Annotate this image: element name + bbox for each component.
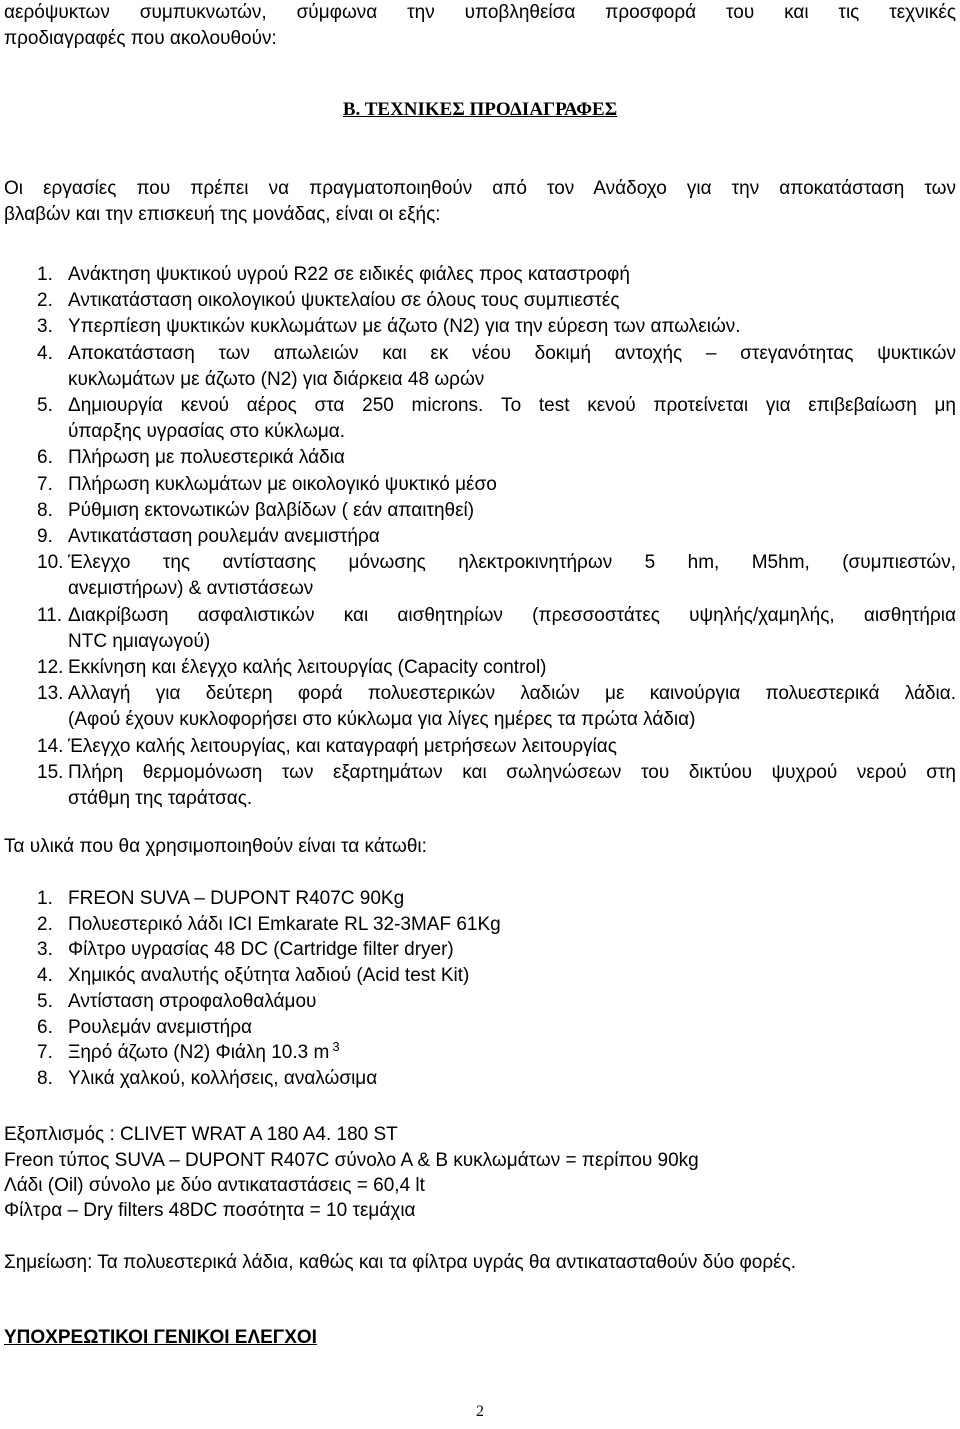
general-checks-title: ΥΠΟΧΡΕΩΤΙΚΟΙ ΓΕΝΙΚΟΙ ΕΛΕΓΧΟΙ (4, 1327, 317, 1348)
equipment-line: Λάδι (Oil) σύνολο με δύο αντικαταστάσεις = 60,4 lt (4, 1175, 425, 1196)
works-item-text: Αποκατάσταση των απωλειών και εκ νέου δοκιμή αντοχής – στεγανότητας ψυκτικών (68, 342, 956, 364)
works-item-text: NTC ημιαγωγού) (68, 630, 211, 652)
materials-item-text (68, 937, 956, 963)
works-intro-line-2: βλαβών και την επισκευή της μονάδας, είναι οι εξής: (4, 204, 441, 225)
works-item-number: 14. (37, 735, 64, 757)
works-item-number: 13. (37, 683, 64, 705)
works-item-text: ύπαρξης υγρασίας στο κύκλωμα. (68, 421, 346, 443)
materials-item-label: Υλικά χαλκού, κολλήσεις, αναλώσιμα (68, 1067, 378, 1089)
works-item-text: (Αφού έχουν κυκλοφορήσει στο κύκλωμα για λίγες ημέρες τα πρώτα λάδια) (68, 709, 696, 731)
materials-item-text (68, 963, 956, 989)
works-item-number: 1. (37, 264, 53, 285)
works-item-text: ανεμιστήρων) & αντιστάσεων (68, 578, 314, 600)
works-item-text: Αντικατάσταση ρουλεμάν ανεμιστήρα (68, 526, 380, 547)
materials-item-label: Χημικός αναλυτής οξύτητα λαδιού (Acid test Kit) (68, 965, 470, 987)
materials-item-text (68, 1015, 956, 1041)
materials-item-text (68, 1066, 956, 1092)
works-item-text: Έλεγχο της αντίστασης μόνωσης ηλεκτροκινητήρων 5 hm, M5hm, (συμπιεστών, (68, 552, 956, 574)
works-item-text: Εκκίνηση και έλεγχο καλής λειτουργίας (Capacity control) (68, 657, 547, 678)
materials-item-number: 3. (37, 939, 53, 961)
works-item-number: 9. (37, 526, 53, 547)
section-b-title: Β. ΤΕΧΝΙΚΕΣ ΠΡΟΔΙΑΓΡΑΦΕΣ (342, 99, 618, 120)
page-number: 2 (476, 1403, 484, 1420)
equipment-line: Freon τύπος SUVA – DUPONT R407C σύνολο Α & Β κυκλωμάτων = περίπου 90kg (4, 1150, 699, 1171)
materials-item-label: Ρουλεμάν ανεμιστήρα (68, 1016, 253, 1038)
equipment-line: Φίλτρα – Dry filters 48DC ποσότητα = 10 τεμάχια (4, 1200, 416, 1221)
superscript: 3 (332, 1038, 340, 1054)
works-item-text: Ανάκτηση ψυκτικού υγρού R22 σε ειδικές φιάλες προς καταστροφή (68, 264, 630, 285)
note: Σημείωση: Τα πολυεστερικά λάδια, καθώς και τα φίλτρα υγράς θα αντικατασταθούν δύο φορές. (4, 1252, 797, 1273)
materials-item-text (68, 1040, 956, 1066)
materials-item-number: 1. (37, 888, 53, 909)
works-intro-line-1: Οι εργασίες που πρέπει να πραγματοποιηθούν από τον Ανάδοχο για την αποκατάσταση των (4, 178, 956, 199)
materials-item-number: 8. (37, 1067, 53, 1089)
works-item-text: κυκλωμάτων με άζωτο (Ν2) για διάρκεια 48 ωρών (68, 368, 485, 390)
works-item-text: Έλεγχο καλής λειτουργίας, και καταγραφή μετρήσεων λειτουργίας (68, 735, 617, 757)
works-item-text: στάθμη της ταράτσας. (68, 788, 253, 809)
works-item-text: Πλήρη θερμομόνωση των εξαρτημάτων και σωληνώσεων του δικτύου ψυχρού νερού στη (68, 761, 956, 783)
works-item-number: 15. (37, 761, 64, 783)
works-item-number: 7. (37, 473, 53, 495)
works-item-number: 2. (37, 290, 53, 312)
materials-item-label: Πολυεστερικό λάδι ICI Emkarate RL 32-3MAF 61Kg (68, 913, 501, 935)
works-item-text: Αντικατάσταση οικολογικού ψυκτελαίου σε όλους τους συμπιεστές (68, 290, 620, 312)
works-item-number: 10. (37, 552, 64, 574)
materials-item-text (68, 989, 956, 1015)
works-item-number: 8. (37, 499, 53, 521)
materials-item-label: Φίλτρο υγρασίας 48 DC (Cartridge filter dryer) (68, 939, 454, 961)
works-item-text: Διακρίβωση ασφαλιστικών και αισθητηρίων (πρεσσοστάτες υψηλής/χαμηλής, αισθητήρια (68, 604, 956, 626)
materials-item-number: 7. (37, 1042, 53, 1064)
equipment-line: Εξοπλισμός : CLIVET WRAT A 180 A4. 180 ST (4, 1124, 398, 1145)
materials-item-text (68, 912, 956, 938)
works-item-text: Δημιουργία κενού αέρος στα 250 microns. Το test κενού προτείνεται για επιβεβαίωση μη (68, 395, 956, 416)
intro-line-1: αερόψυκτων συμπυκνωτών, σύμφωνα την υποβληθείσα προσφορά του και τις τεχνικές (4, 2, 956, 23)
materials-item-label: Αντίσταση στροφαλοθαλάμου (68, 990, 317, 1012)
works-item-number: 4. (37, 342, 53, 364)
materials-item-text (68, 886, 956, 912)
materials-item-number: 6. (37, 1016, 53, 1038)
works-item-number: 6. (37, 447, 53, 469)
materials-item-label: FREON SUVA – DUPONT R407C 90Kg (68, 888, 405, 909)
works-item-text: Ρύθμιση εκτονωτικών βαλβίδων ( εάν απαιτηθεί) (68, 499, 475, 521)
works-item-text: Πλήρωση με πολυεστερικά λάδια (68, 447, 345, 469)
materials-item-number: 4. (37, 965, 53, 987)
intro-line-2: προδιαγραφές που ακολουθούν: (4, 28, 277, 49)
works-item-text: Πλήρωση κυκλωμάτων με οικολογικό ψυκτικό μέσο (68, 473, 497, 495)
works-item-text: Αλλαγή για δεύτερη φορά πολυεστερικών λαδιών με καινούργια πολυεστερικά λάδια. (68, 683, 956, 705)
works-item-number: 12. (37, 657, 64, 678)
works-item-number: 11. (37, 604, 63, 626)
materials-item-number: 2. (37, 913, 53, 935)
works-item-text: Υπερπίεση ψυκτικών κυκλωμάτων με άζωτο (Ν2) για την εύρεση των απωλειών. (68, 316, 741, 338)
materials-item-label: Ξηρό άζωτο (Ν2) Φιάλη 10.3 m (68, 1042, 330, 1064)
materials-item-number: 5. (37, 990, 53, 1012)
works-item-number: 5. (37, 395, 53, 416)
materials-intro: Τα υλικά που θα χρησιμοποιηθούν είναι τα κάτωθι: (4, 836, 427, 857)
works-item-number: 3. (37, 316, 53, 338)
